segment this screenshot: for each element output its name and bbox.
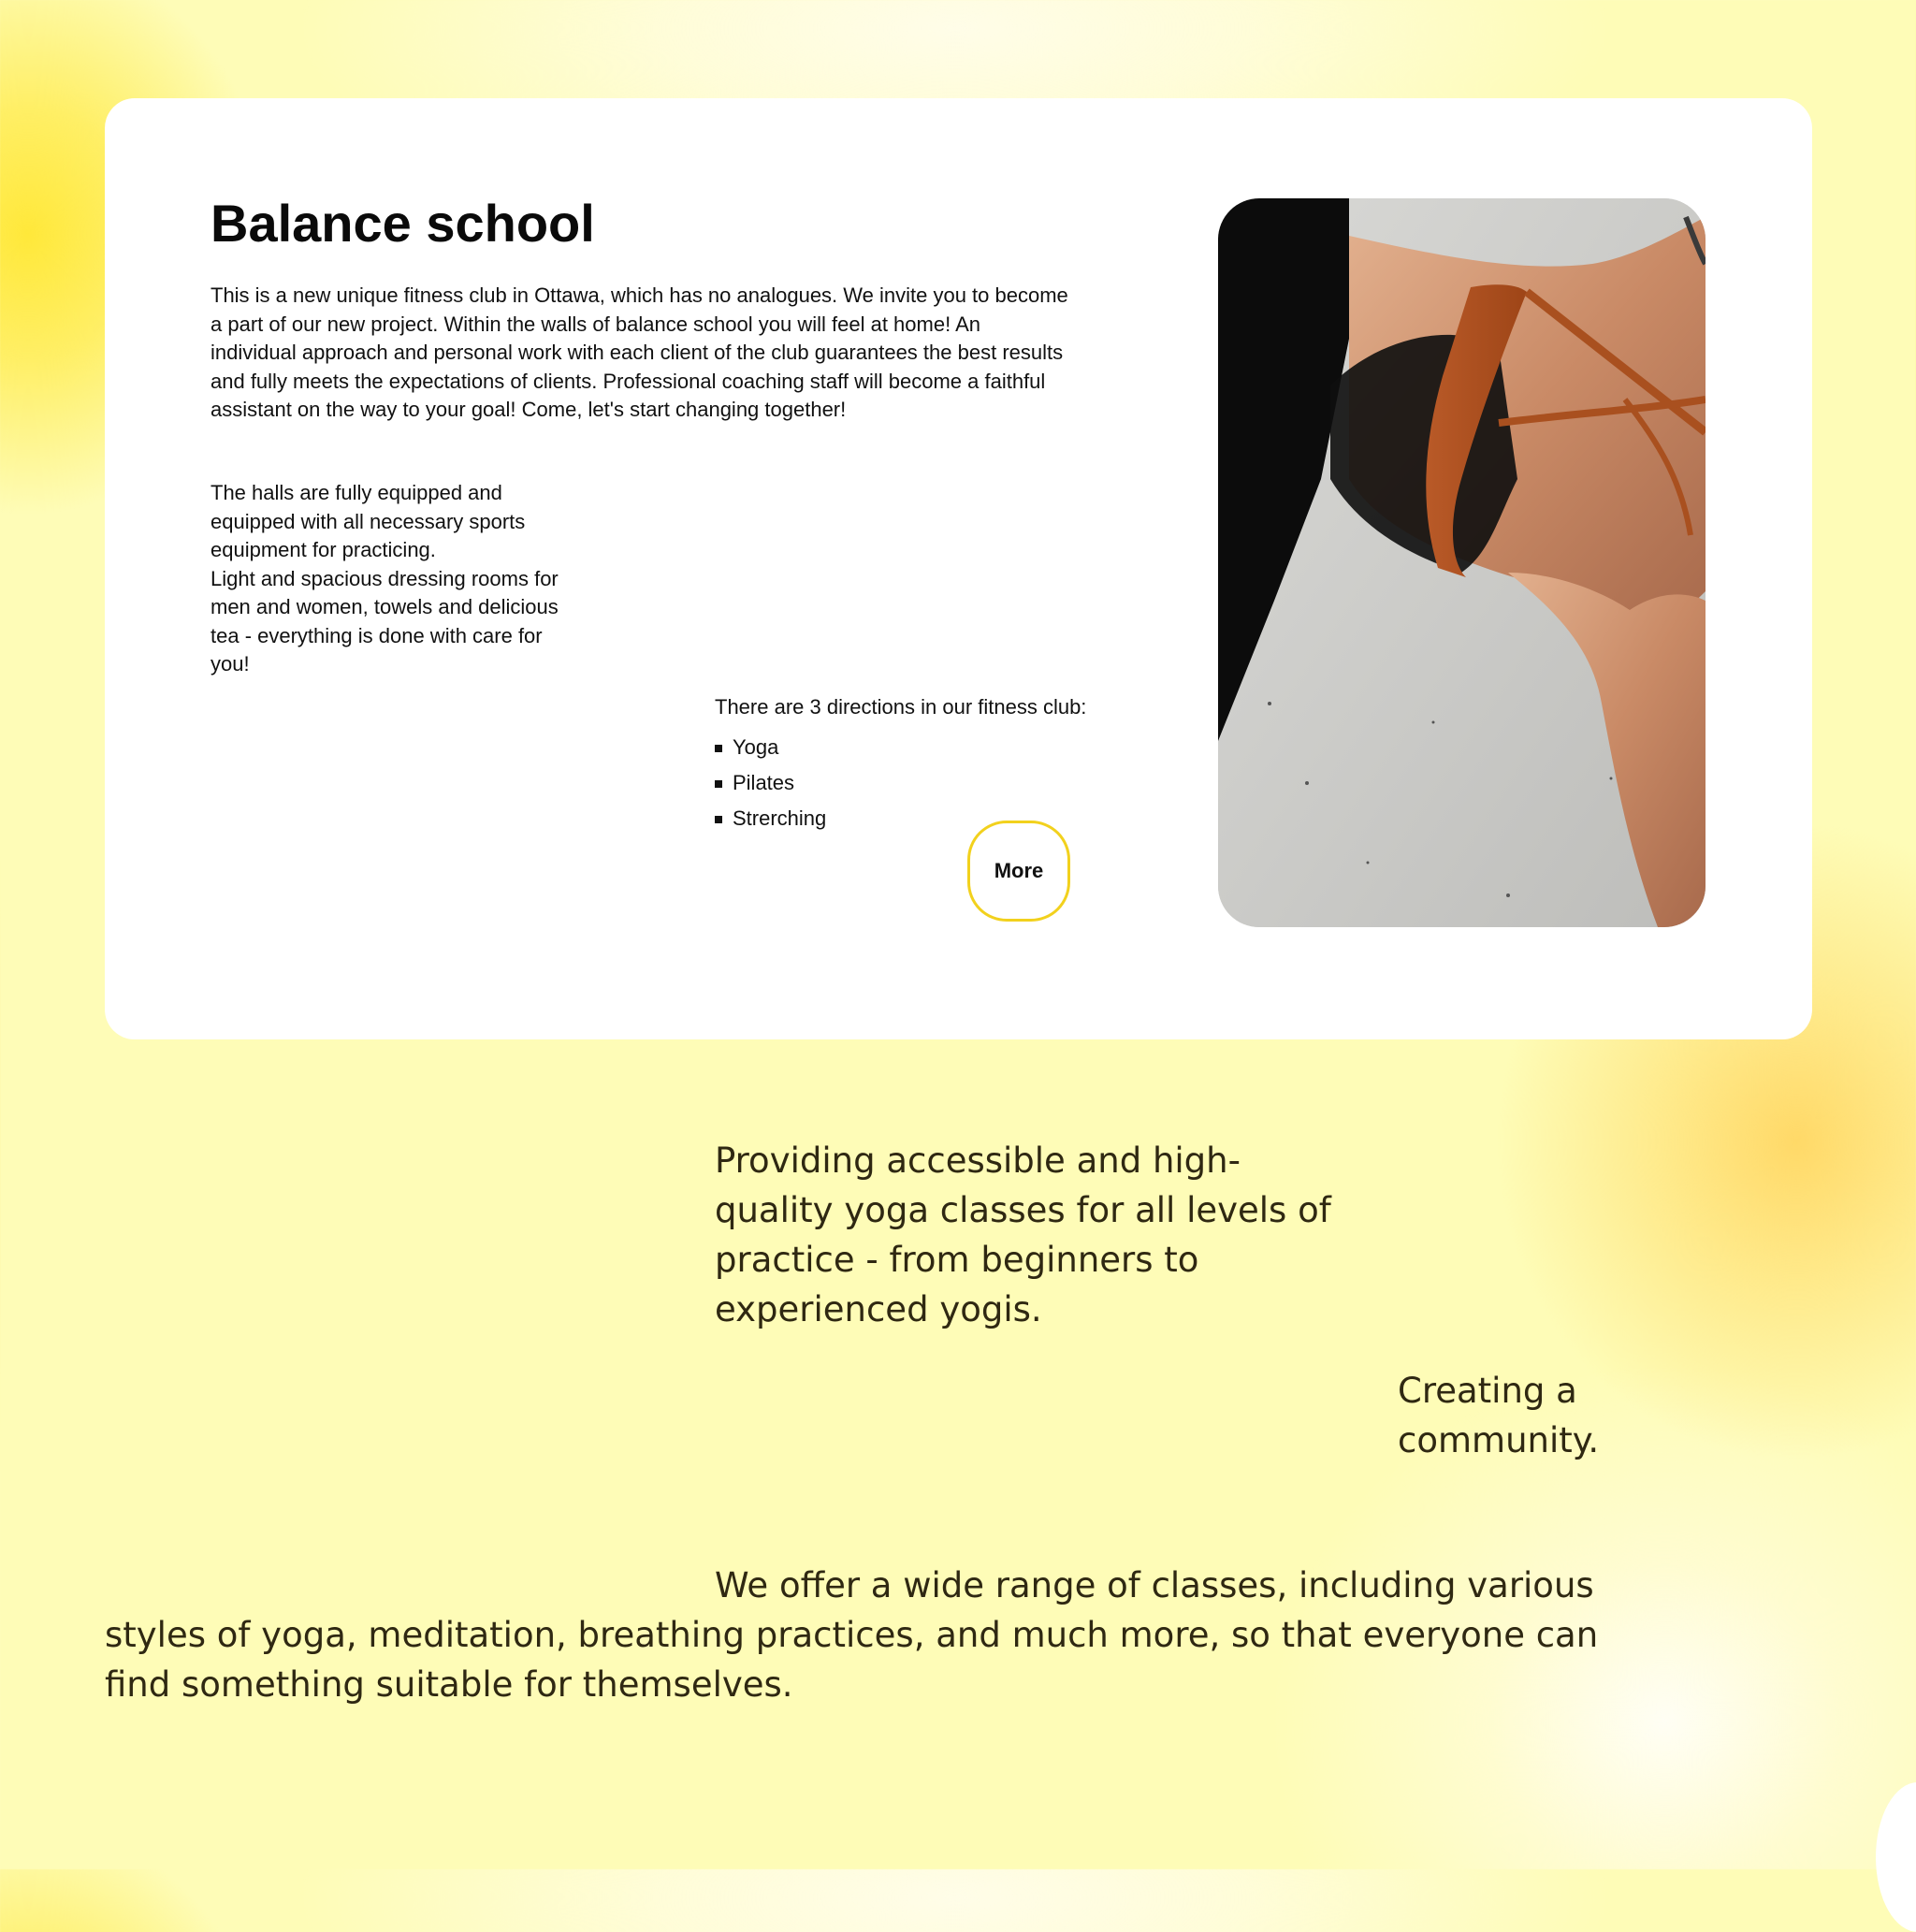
directions-heading: There are 3 directions in our fitness club: bbox=[715, 695, 1087, 719]
yoga-pose-illustration bbox=[1218, 198, 1706, 927]
list-item bbox=[715, 769, 826, 805]
page-title: Balance school bbox=[210, 194, 595, 253]
direction-label: Strerching bbox=[733, 806, 827, 830]
halls-paragraph bbox=[210, 479, 585, 679]
directions-list bbox=[715, 734, 826, 840]
decorative-corner-shape bbox=[1876, 1782, 1916, 1932]
square-bullet-icon bbox=[715, 816, 722, 823]
classes-range-statement: We offer a wide range of classes, including various styles of yoga, meditation, breathing practices, and much more, so that everyone can find something suitable for themselves. bbox=[105, 1565, 1599, 1705]
square-bullet-icon bbox=[715, 745, 722, 752]
halls-equipment-text: The halls are fully equipped and equipped with all necessary sports equipment for practicing. bbox=[210, 481, 526, 561]
more-button[interactable]: More bbox=[967, 821, 1070, 922]
intro-paragraph: This is a new unique fitness club in Ottawa, which has no analogues. We invite you to become a part of our new project. Within the walls of balance school you will feel at home! An individual approach and personal work with each client of the club guarantees the best results and fully meets the expectations of clients. Professional coaching staff will become a faithful assistant on the way to your goal! Come, let's start changing together! bbox=[210, 283, 1068, 421]
direction-label: Pilates bbox=[733, 771, 795, 794]
yoga-pose-photo bbox=[1218, 198, 1706, 927]
list-item bbox=[715, 734, 826, 769]
about-card bbox=[105, 98, 1812, 1039]
accessible-classes-statement: Providing accessible and high-quality yoga classes for all levels of practice - from beginners to experienced yogis. bbox=[715, 1140, 1331, 1329]
direction-label: Yoga bbox=[733, 735, 779, 759]
halls-dressing-rooms-text: Light and spacious dressing rooms for men and women, towels and delicious tea - everything is done with care for you! bbox=[210, 566, 559, 675]
square-bullet-icon bbox=[715, 780, 722, 788]
community-statement: Creating a community. bbox=[1398, 1371, 1600, 1460]
list-item bbox=[715, 805, 826, 840]
